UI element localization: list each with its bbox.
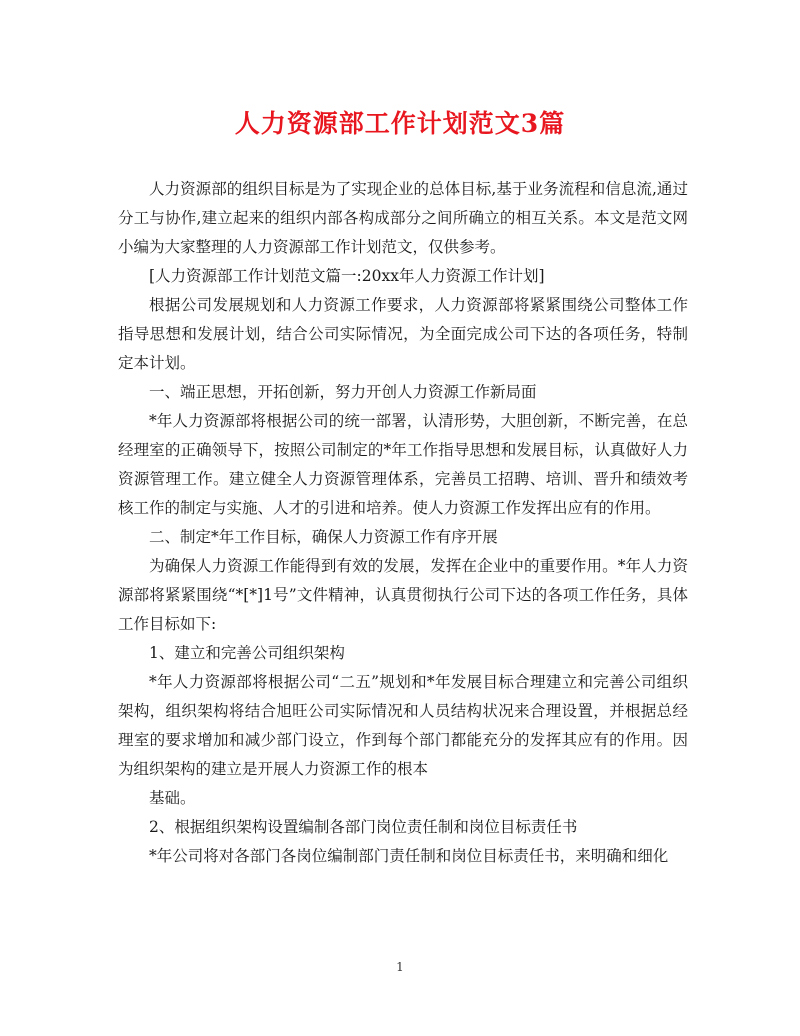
- page-number: 1: [396, 960, 404, 974]
- section-heading-article-one: [人力资源部工作计划范文篇一:20xx年人力资源工作计划]: [149, 267, 545, 285]
- document-title: 人力资源部工作计划范文3篇: [234, 109, 566, 138]
- body-paragraph: *年公司将对各部门各岗位编制部门责任制和岗位目标责任书，来明确和细化: [149, 847, 669, 865]
- subheading-item-1: 1、建立和完善公司组织架构: [149, 644, 345, 662]
- intro-paragraph: 人力资源部的组织目标是为了实现企业的总体目标,基于业务流程和信息流,通过分工与协作,建立起来的组织内部各构成部分之间所确立的相互关系。本文是范文网小编为大家整理的人力资源部工作计划范文，仅供参考。: [118, 180, 688, 256]
- section-heading-one: 一、端正思想，开拓创新，努力开创人力资源工作新局面: [149, 383, 537, 401]
- section-heading-two: 二、制定*年工作目标，确保人力资源工作有序开展: [149, 528, 498, 546]
- body-paragraph: *年人力资源部将根据公司“二五”规划和*年发展目标合理建立和完善公司组织架构，组织架构将结合旭旺公司实际情况和人员结构状况来合理设置，并根据总经理室的要求增加和减少部门设立，作到每个部门都能充分的发挥其应有的作用。因为组织架构的建立是开展人力资源工作的根本: [118, 673, 688, 778]
- body-paragraph-continuation: 基础。: [149, 789, 196, 807]
- body-paragraph: *年人力资源部将根据公司的统一部署，认清形势，大胆创新，不断完善，在总经理室的正确领导下，按照公司制定的*年工作指导思想和发展目标，认真做好人力资源管理工作。建立健全人力资源管理体系，完善员工招聘、培训、晋升和绩效考核工作的制定与实施、人才的引进和培养。使人力资源工作发挥出应有的作用。: [118, 412, 688, 517]
- body-paragraph: 为确保人力资源工作能得到有效的发展，发挥在企业中的重要作用。*年人力资源部将紧紧围绕“*[*]1号”文件精神，认真贯彻执行公司下达的各项工作任务，具体工作目标如下:: [118, 557, 688, 633]
- document-body: [118, 175, 688, 871]
- body-paragraph: 根据公司发展规划和人力资源工作要求，人力资源部将紧紧围绕公司整体工作指导思想和发展计划，结合公司实际情况，为全面完成公司下达的各项任务，特制定本计划。: [118, 296, 688, 372]
- subheading-item-2: 2、根据组织架构设置编制各部门岗位责任制和岗位目标责任书: [149, 818, 578, 836]
